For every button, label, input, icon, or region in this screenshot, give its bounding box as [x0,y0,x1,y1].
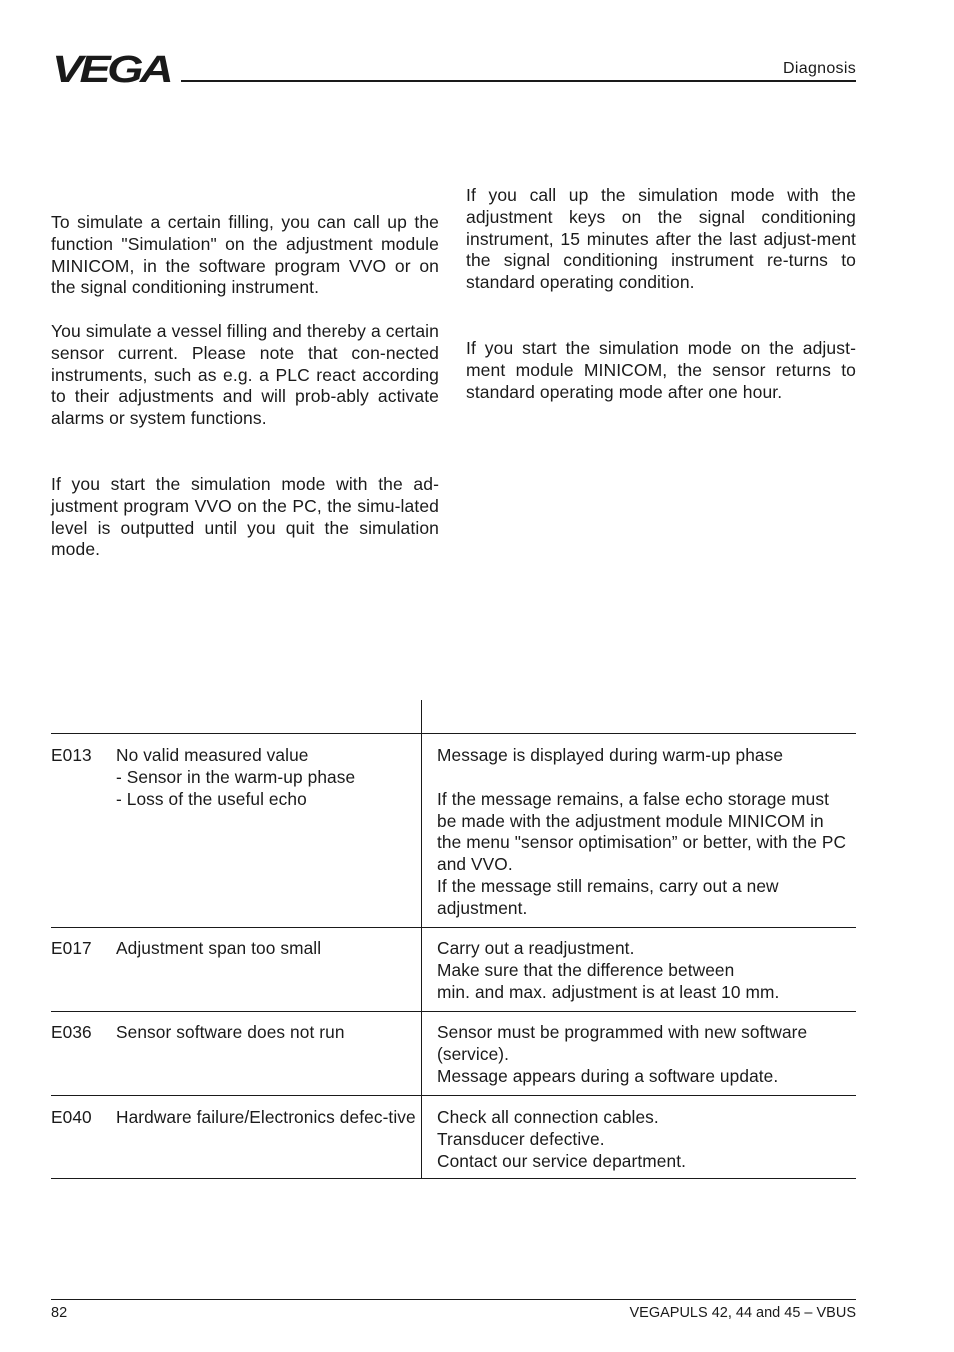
table-row-divider [51,927,856,928]
error-description: Sensor software does not run [116,1022,345,1042]
remedy-line: Sensor must be programmed with new software (service). [437,1022,808,1064]
remedy-line: min. and max. adjustment is at least 10 mm. [437,981,780,1002]
error-description: Adjustment span too small [116,938,322,958]
remedy-line: Check all connection cables. [437,1107,659,1127]
page-number: 82 [51,1305,68,1321]
error-cause: - Sensor in the warm-up phase [116,766,356,787]
error-code: E040 [51,1107,92,1127]
table-row-divider [51,1011,856,1012]
error-description-text: No valid measured value [116,745,309,765]
remedy-line: Contact our service department. [437,1150,686,1171]
error-code: E013 [51,745,92,765]
document-title: VEGAPULS 42, 44 and 45 – VBUS [629,1305,856,1321]
footer-rule [51,1299,856,1300]
table-column-divider [421,700,422,1179]
paragraph-simulation-vvo: If you start the simulation mode with the ad-justment program VVO on the PC, the simu-lated level is outputted until you quit the simulation mode. [51,474,439,560]
error-remedy [437,1107,852,1172]
remedy-line: If the message remains, a false echo storage must be made with the adjustment module MINICOM in the menu "sensor optimisation” or better, with the PC and VVO. [437,788,847,875]
remedy-line: Make sure that the difference between [437,959,735,980]
error-code: E036 [51,1022,92,1042]
remedy-line: If the message still remains, carry out a new adjustment. [437,875,779,918]
remedy-line: Message appears during a software update. [437,1065,779,1086]
header-rule [181,80,856,82]
remedy-line: Carry out a readjustment. [437,938,635,958]
error-remedy [437,745,852,920]
error-description: Hardware failure/Electronics defec-tive [116,1107,416,1127]
error-cause: - Loss of the useful echo [116,788,307,809]
vega-logo [52,52,172,84]
paragraph-simulation-minicom: If you start the simulation mode on the adjust-ment module MINICOM, the sensor returns to standard operating mode after one hour. [466,338,856,402]
table-header-rule [51,733,856,734]
remedy-line: Transducer defective. [437,1128,605,1149]
error-remedy [437,938,852,1003]
paragraph-simulation-keys: If you call up the simulation mode with the adjustment keys on the signal conditioning instrument, 15 minutes after the last adjust-ment the signal conditioning instrument re-turns to standard operating condition. [466,185,856,293]
paragraph-simulation-intro: To simulate a certain filling, you can call up the function "Simulation" on the adjustment module MINICOM, in the software program VVO or on the signal conditioning instrument. [51,212,439,298]
remedy-line: Message is displayed during warm-up phase [437,745,784,765]
error-description [116,745,416,810]
error-code: E017 [51,938,92,958]
table-bottom-rule [51,1178,856,1179]
section-title: Diagnosis [783,60,856,77]
paragraph-simulation-effect: You simulate a vessel filling and thereby a certain sensor current. Please note that con-nected instruments, such as e.g. a PLC react according to their adjustments and will prob-ably activate alarms or system functions. [51,321,439,429]
svg-text:VEGA: VEGA [52,52,171,84]
table-row-divider [51,1095,856,1096]
error-remedy [437,1022,852,1087]
